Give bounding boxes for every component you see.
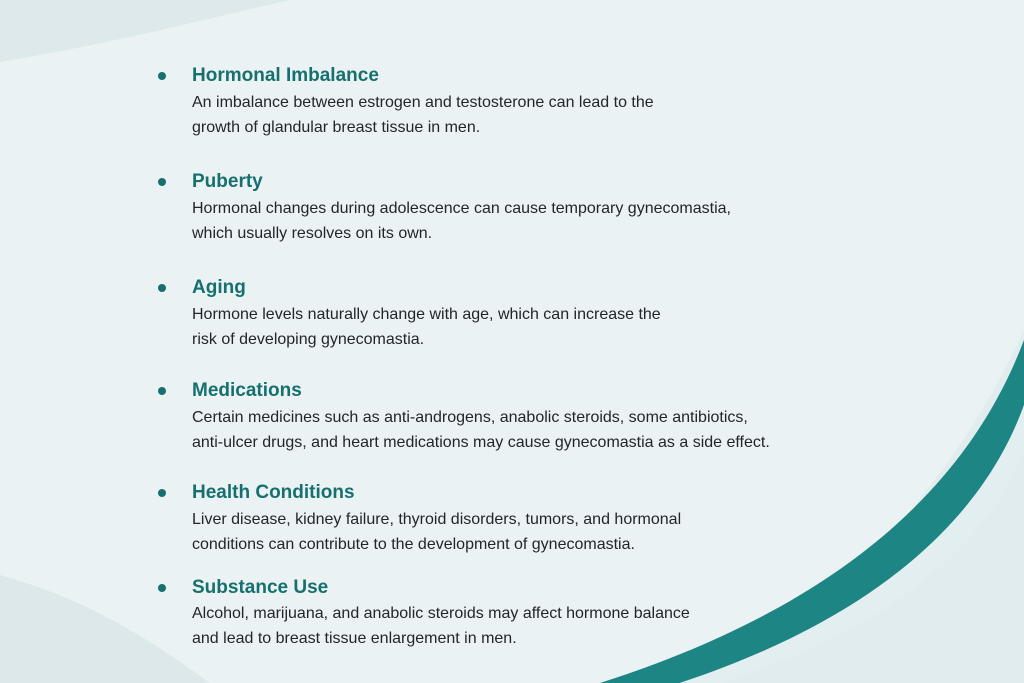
item-description — [192, 302, 661, 352]
item-description — [192, 90, 654, 140]
item-title: Medications — [192, 380, 302, 401]
item-title: Substance Use — [192, 577, 329, 598]
description-line: Certain medicines such as anti-androgens, anabolic steroids, some antibiotics, — [192, 409, 748, 426]
item-description — [192, 405, 770, 455]
description-line: An imbalance between estrogen and testosterone can lead to the — [192, 94, 654, 111]
description-line: Hormonal changes during adolescence can cause temporary gynecomastia, — [192, 200, 731, 217]
description-line: Liver disease, kidney failure, thyroid disorders, tumors, and hormonal — [192, 511, 682, 528]
bullet-icon — [158, 178, 166, 186]
bullet-icon — [158, 584, 166, 592]
item-description — [192, 507, 681, 557]
description-line: which usually resolves on its own. — [192, 225, 433, 242]
description-line: Hormone levels naturally change with age, which can increase the — [192, 306, 661, 323]
bullet-icon — [158, 72, 166, 80]
item-description — [192, 601, 690, 651]
item-description — [192, 196, 731, 246]
bullet-icon — [158, 387, 166, 395]
bullet-icon — [158, 284, 166, 292]
description-line: growth of glandular breast tissue in men. — [192, 119, 481, 136]
description-line: and lead to breast tissue enlargement in men. — [192, 630, 517, 647]
description-line: Alcohol, marijuana, and anabolic steroids may affect hormone balance — [192, 605, 690, 622]
description-line: risk of developing gynecomastia. — [192, 331, 425, 348]
item-title: Aging — [192, 277, 246, 298]
description-line: anti-ulcer drugs, and heart medications may cause gynecomastia as a side effect. — [192, 434, 770, 451]
item-title: Hormonal Imbalance — [192, 65, 379, 86]
item-title: Puberty — [192, 171, 263, 192]
item-title: Health Conditions — [192, 482, 355, 503]
description-line: conditions can contribute to the development of gynecomastia. — [192, 536, 635, 553]
bullet-icon — [158, 489, 166, 497]
